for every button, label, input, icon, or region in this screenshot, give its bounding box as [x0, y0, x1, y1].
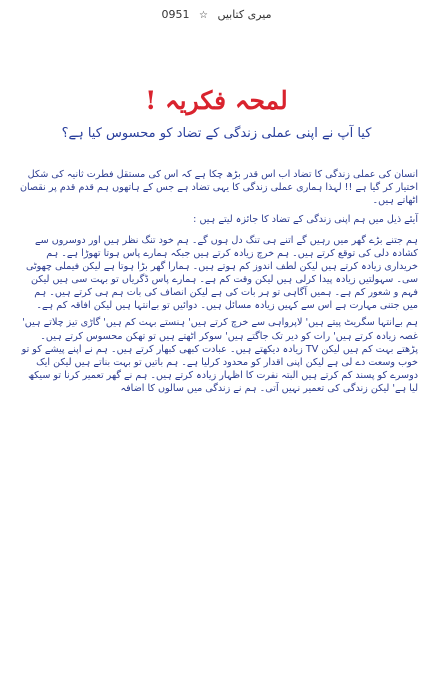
paragraph: ہم بےانتہا سگریٹ پیتے ہیں' لاپرواہی سے خرچ کرتے ہیں' ہنستے بہت کم ہیں' گاڑی تیز چلاتے ہیں' غصہ زیادہ کرتے ہیں' رات کو دیر تک جاگتے ہیں' سوکر اٹھتے ہیں تو تھکن محسوس کرتے ہیں۔ پڑھتے بہت کم ہیں لیکن TV زیادہ دیکھتے ہیں۔ عبادت کبھی کبھار کرتے ہیں۔ ہم نے اپنے پیشے کو تو خوب وسعت دے لی ہے لیکن اپنی اقدار کو محدود کرلیا ہے۔ ہم باتیں تو بہت بناتے ہیں لیکن ایک دوسرے کو پسند کم کرتے ہیں البتہ نفرت کا اظہار زیادہ کرتے ہیں۔ ہم نے گھر تعمیر کرنا تو سیکھ لیا ہے' لیکن زندگی کی تعمیر نہیں آتی۔ ہم نے زندگی میں سالوں کا اضافہ	[21, 317, 418, 394]
page-title: لمحہ فکریہ !	[145, 86, 288, 115]
article-body	[18, 168, 418, 399]
page-header	[0, 8, 433, 21]
star-icon: ☆	[198, 10, 208, 21]
paragraph: انسان کی عملی زندگی کا تضاد اب اس قدر بڑھ چکا ہے کہ اس کی مستقل فطرت ثانیہ کی شکل اختیار کر گیا ہے !! لہذا ہماری عملی زندگی کا یہی تضاد ہے جس کے ہاتھوں ہم قدم قدم پر نقصان اٹھاتے ہیں۔	[19, 169, 418, 207]
page-subtitle: کیا آپ نے اپنی عملی زندگی کے تضاد کو محسوس کیا ہے؟	[61, 126, 372, 141]
page-number: 0951	[161, 8, 190, 21]
series-name: میری کتابیں	[217, 8, 272, 21]
paragraph: آیئے ذیل میں ہم اپنی زندگی کے تضاد کا جائزہ لیتے ہیں :	[193, 214, 418, 226]
paragraph: ہم جتنے بڑے گھر میں رہیں گے اتنے ہی تنگ دل ہوں گے۔ ہم خود تنگ نظر ہیں اور دوسروں سے کشادہ دلی کی توقع کرتے ہیں۔ ہم خرچ زیادہ کرتے ہیں جبکہ ہمارے پاس ہوتا تھوڑا ہے۔ ہم خریداری زیادہ کرتے ہیں لیکن لطف اندوز کم ہوتے ہیں۔ ہمارا گھر بڑا ہوتا ہے لیکن فیملی چھوٹی سی۔ سہولتیں زیادہ پیدا کرلی ہیں لیکن وقت کم ہے۔ ہمارے پاس ڈگریاں تو بہت سی ہیں لیکن فہم و شعور کم ہے۔ ہمیں آگاہی تو ہر بات کی ہے لیکن انصاف کی بات ہم ہی کرتے ہیں۔ ہم میں جتنی مہارت ہے اس سے کہیں زیادہ مسائل ہیں۔ دوائیں تو بےانتہا ہیں لیکن افاقہ کم ہے۔	[25, 235, 418, 312]
